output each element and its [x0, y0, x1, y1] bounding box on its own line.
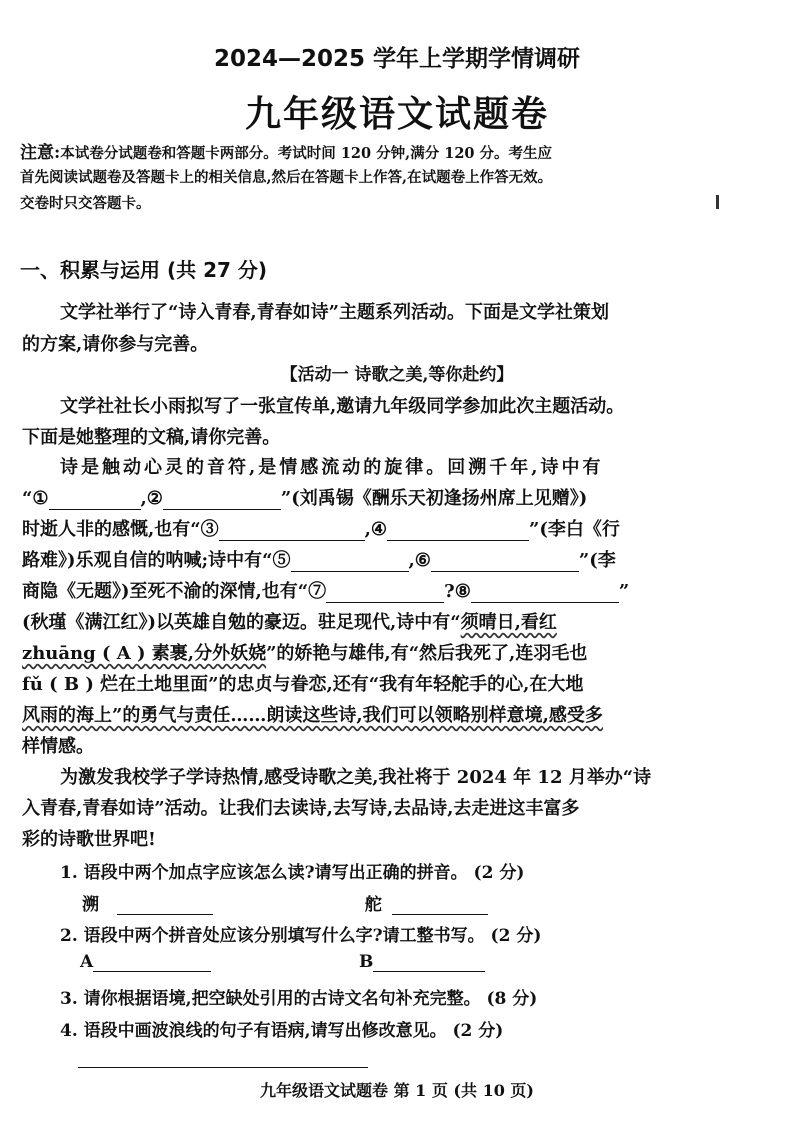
passage-line-2: [22, 484, 587, 510]
activity-para-2: 下面是她整理的文稿,请你完善。: [22, 427, 281, 448]
exam-period-title: 2024—2025 学年上学期学情调研: [213, 46, 581, 72]
notice-line-2: 首先阅读试题卷及答题卡上的相关信息,然后在答题卡上作答,在试题卷上作答无效。: [20, 169, 553, 186]
passage-line-5: [22, 577, 629, 603]
source-liu: ”(刘禹锡《酬乐天初逢扬州席上见赠》): [280, 488, 588, 509]
section-heading: 一、积累与运用 (共 27 分): [20, 258, 268, 282]
passage-line-3: [22, 515, 620, 541]
answer-field-a[interactable]: [93, 953, 211, 972]
notice-label: 注意:: [20, 143, 61, 163]
blank-7: [326, 584, 444, 603]
question-3: 3. 请你根据语境,把空缺处引用的古诗文名句补充完整。 (8 分): [60, 989, 538, 1009]
notice-line-1: [20, 138, 552, 163]
activity-para-1: 文学社社长小雨拟写了一张宣传单,邀请九年级同学参加此次主题活动。: [60, 396, 625, 417]
passage-line-4: [22, 546, 616, 572]
blank-2: [163, 491, 281, 510]
passage-text: 商隐《无题》)至死不渝的深情,也有“⑦: [22, 581, 327, 602]
page-footer: 九年级语文试题卷 第 1 页 (共 10 页): [260, 1081, 534, 1100]
q2-label-a: A: [80, 952, 94, 972]
blank-2-label: ,②: [140, 488, 163, 509]
blank-8: [471, 584, 619, 603]
blank-5: [291, 553, 409, 572]
passage-line-8: fǔ ( B ) 烂在土地里面”的忠贞与眷恋,还有“我有年轻舵手的心,在大地: [22, 674, 584, 695]
blank-6: [431, 553, 579, 572]
passage-line-9: [22, 701, 603, 727]
activity-title: 【活动一 诗歌之美,等你赴约】: [280, 365, 514, 385]
wavy-sentence: zhuāng ( A ) 素裹,分外妖娆: [22, 643, 267, 664]
blank-6-label: ,⑥: [408, 550, 431, 571]
passage-text: ”的娇艳与雄伟,有“然后我死了,连羽毛也: [266, 643, 588, 664]
question-2-answers: [80, 952, 485, 972]
q2-label-b: B: [359, 952, 374, 972]
passage-line-7: [22, 639, 587, 665]
blank-4-label: ,④: [364, 519, 388, 540]
blank-4: [387, 522, 529, 541]
closing-line-1: 为激发我校学子学诗热情,感受诗歌之美,我社将于 2024 年 12 月举办“诗: [60, 767, 652, 788]
quote-close: ”: [618, 581, 630, 602]
passage-line-6: [22, 608, 557, 634]
source-li-shangyin: ”(李: [578, 550, 616, 571]
answer-field-duo[interactable]: [392, 896, 488, 915]
passage-text: 时逝人非的感慨,也有“③: [22, 519, 219, 540]
passage-line-1: 诗是触动心灵的音符,是情感流动的旋律。回溯千年,诗中有: [60, 457, 604, 478]
closing-line-3: 彩的诗歌世界吧!: [22, 829, 156, 850]
q1-char-b: 舵: [364, 895, 382, 915]
blank-8-label: ?⑧: [444, 581, 471, 602]
intro-line-2: 的方案,请你参与完善。: [22, 334, 209, 355]
scan-mark: [716, 195, 719, 209]
answer-line[interactable]: [78, 1067, 368, 1068]
blank-3: [219, 522, 365, 541]
exam-paper-title: 九年级语文试题卷: [244, 94, 549, 135]
notice-text-1: 本试卷分试题卷和答题卡两部分。考试时间 120 分钟,满分 120 分。考生应: [60, 145, 553, 162]
intro-line-1: 文学社举行了“诗入青春,青春如诗”主题系列活动。下面是文学社策划: [60, 302, 609, 323]
passage-text: 路难》)乐观自信的呐喊;诗中有“⑤: [22, 550, 291, 571]
closing-line-2: 入青春,青春如诗”活动。让我们去读诗,去写诗,去品诗,去走进这丰富多: [22, 798, 580, 819]
passage-line-10: 样情感。: [22, 736, 94, 757]
q1-char-a: 溯: [82, 895, 99, 915]
quote-open: “①: [22, 488, 49, 509]
wavy-sentence: 风雨的海上”的勇气与责任……朗读这些诗,我们可以领略别样意境,感受多: [22, 705, 603, 726]
question-2: 2. 语段中两个拼音处应该分别填写什么字?请工整书写。 (2 分): [60, 926, 542, 946]
passage-text: (秋瑾《满江红》)以英雄自勉的豪迈。驻足现代,诗中有“: [22, 612, 461, 633]
question-1-answers: [82, 890, 488, 915]
notice-line-3: 交卷时只交答题卡。: [20, 195, 151, 212]
blank-1: [49, 491, 141, 510]
question-1: 1. 语段中两个加点字应该怎么读?请写出正确的拼音。 (2 分): [60, 863, 525, 883]
wavy-sentence: 须晴日,看红: [460, 612, 557, 633]
answer-field-su[interactable]: [117, 896, 213, 915]
source-li-bai: ”(李白《行: [529, 519, 620, 540]
question-4: 4. 语段中画波浪线的句子有语病,请写出修改意见。 (2 分): [60, 1021, 504, 1041]
answer-field-b[interactable]: [373, 953, 485, 972]
